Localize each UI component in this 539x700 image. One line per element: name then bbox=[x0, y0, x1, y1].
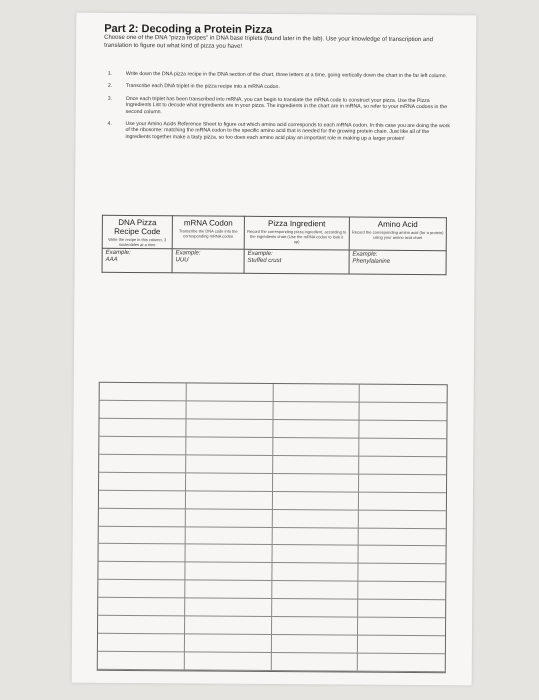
answer-cell[interactable] bbox=[359, 456, 446, 475]
step-number: 3. bbox=[107, 95, 113, 102]
answer-cell[interactable] bbox=[272, 563, 359, 582]
answer-cell[interactable] bbox=[272, 617, 359, 636]
example-label: Example: bbox=[175, 250, 201, 257]
answer-cell[interactable] bbox=[359, 564, 446, 583]
answer-cell[interactable] bbox=[99, 419, 186, 438]
answer-cell[interactable] bbox=[360, 385, 447, 404]
answer-cell[interactable] bbox=[271, 635, 358, 654]
answer-cell[interactable] bbox=[272, 527, 359, 546]
answer-cell[interactable] bbox=[273, 384, 360, 403]
example-cell bbox=[102, 248, 172, 272]
answer-cell[interactable] bbox=[359, 510, 446, 529]
answer-cell[interactable] bbox=[273, 456, 360, 475]
instruction-step bbox=[107, 121, 452, 143]
answer-cell[interactable] bbox=[98, 598, 185, 617]
answer-cell[interactable] bbox=[358, 636, 445, 655]
table-header-row bbox=[102, 215, 446, 250]
example-cell bbox=[244, 249, 349, 274]
answer-cell[interactable] bbox=[100, 383, 187, 402]
answer-cell[interactable] bbox=[98, 634, 185, 653]
step-number: 2. bbox=[107, 83, 113, 90]
answer-cell[interactable] bbox=[185, 617, 272, 636]
header-amino-acid bbox=[349, 217, 446, 251]
answer-cell[interactable] bbox=[186, 473, 273, 492]
header-title: Amino Acid bbox=[377, 219, 418, 230]
answer-cell[interactable] bbox=[271, 653, 358, 672]
answer-grid bbox=[97, 382, 448, 673]
answer-cell[interactable] bbox=[98, 562, 185, 581]
step-text: Write down the DNA pizza recipe in the DNA section of the chart, three letters at a time, going vertically down the chart in the far left column. bbox=[125, 70, 448, 80]
answer-cell[interactable] bbox=[359, 492, 446, 511]
answer-cell[interactable] bbox=[99, 526, 186, 545]
answer-cell[interactable] bbox=[359, 582, 446, 601]
answer-cell[interactable] bbox=[99, 455, 186, 474]
step-text: Transcribe each DNA triplet in the pizza recipe into a mRNA codon. bbox=[125, 83, 280, 91]
example-label: Example: bbox=[247, 250, 273, 257]
instruction-step bbox=[108, 83, 453, 92]
header-instruction: Record the corresponding pizza ingredient, according to the ingredients chart (Use the mRNA codon to look it up) bbox=[247, 228, 347, 245]
header-instruction: Record the corresponding amino acid (for a protein) using your amino acid chart bbox=[351, 229, 444, 241]
answer-cell[interactable] bbox=[98, 580, 185, 599]
answer-cell[interactable] bbox=[185, 581, 272, 600]
answer-cell[interactable] bbox=[273, 438, 360, 457]
instructions-list bbox=[107, 71, 453, 149]
header-title: Pizza Ingredient bbox=[268, 218, 326, 229]
page-title: Part 2: Decoding a Protein Pizza bbox=[104, 22, 273, 36]
answer-cell[interactable] bbox=[185, 652, 272, 671]
example-row bbox=[102, 248, 446, 274]
answer-cell[interactable] bbox=[99, 437, 186, 456]
answer-cell[interactable] bbox=[272, 581, 359, 600]
answer-cell[interactable] bbox=[272, 545, 359, 564]
answer-cell[interactable] bbox=[186, 437, 273, 456]
answer-cell[interactable] bbox=[360, 420, 447, 439]
header-instruction: Write the recipe in this column, 3 nucleotides at a time bbox=[108, 236, 167, 248]
header-dna bbox=[102, 215, 172, 248]
answer-cell[interactable] bbox=[185, 563, 272, 582]
answer-cell[interactable] bbox=[185, 545, 272, 564]
answer-cell[interactable] bbox=[358, 654, 445, 673]
answer-cell[interactable] bbox=[98, 616, 185, 635]
answer-cell[interactable] bbox=[99, 544, 186, 563]
step-number: 1. bbox=[107, 70, 113, 77]
answer-cell[interactable] bbox=[359, 546, 446, 565]
answer-cell[interactable] bbox=[272, 599, 359, 618]
example-value: AAA bbox=[105, 256, 118, 263]
step-text: Once each triplet has been transcribed into mRNA, you can begin to translate the mRNA code to construct your pizza. Use the Pizza Ingredients List to decode what ingredients are in your pizza. The ingredients in the chart are in mRNA, so refer to your mRNA codons in the second column. bbox=[125, 95, 448, 115]
answer-cell[interactable] bbox=[100, 401, 187, 420]
example-label: Example: bbox=[352, 251, 378, 258]
answer-cell[interactable] bbox=[99, 472, 186, 491]
intro-paragraph: Choose one of the DNA "pizza recipes" in DNA base triplets (found later in the lab). Use your knowledge of transcription and translation to figure out what kind of pizza you have! bbox=[104, 34, 433, 50]
answer-cell[interactable] bbox=[273, 420, 360, 439]
header-mrna bbox=[172, 216, 244, 250]
answer-cell[interactable] bbox=[185, 635, 272, 654]
answer-cell[interactable] bbox=[360, 403, 447, 422]
answer-cell[interactable] bbox=[358, 600, 445, 619]
example-value: UUU bbox=[175, 257, 189, 264]
example-cell bbox=[349, 250, 446, 275]
answer-cell[interactable] bbox=[186, 401, 273, 420]
header-instruction: Transcribe the DNA code into the corresponding mRNA codon bbox=[178, 228, 238, 239]
decoding-reference-table bbox=[102, 215, 447, 275]
worksheet-page bbox=[72, 13, 477, 686]
answer-cell[interactable] bbox=[359, 528, 446, 547]
step-number: 4. bbox=[107, 120, 112, 127]
example-label: Example: bbox=[105, 249, 131, 256]
answer-cell[interactable] bbox=[98, 652, 185, 671]
answer-cell[interactable] bbox=[186, 455, 273, 474]
answer-cell[interactable] bbox=[360, 438, 447, 457]
example-value: Stuffed crust bbox=[247, 257, 282, 265]
instruction-step bbox=[108, 96, 453, 118]
answer-cell[interactable] bbox=[186, 509, 273, 528]
answer-cell[interactable] bbox=[273, 474, 360, 493]
example-value: Phenylalanine bbox=[352, 258, 391, 265]
answer-cell[interactable] bbox=[272, 510, 359, 529]
step-text: Use your Amino Acids Reference Sheet to figure out which amino acid corresponds to each mRNA codon. In this case you are doing the work of the ribosome: matching the mRNA codon to the specific amino acid that is needed for the growing protein chain. Just like all of the ingredients together make a tasty pizza, so too does each amino acid play an important role in making up a larger protein! bbox=[125, 120, 450, 142]
header-ingredient bbox=[244, 216, 349, 250]
answer-cell[interactable] bbox=[186, 419, 273, 438]
answer-cell[interactable] bbox=[186, 491, 273, 510]
answer-cell[interactable] bbox=[359, 474, 446, 493]
answer-cell[interactable] bbox=[272, 492, 359, 511]
answer-cell[interactable] bbox=[358, 618, 445, 637]
answer-cell[interactable] bbox=[185, 527, 272, 546]
header-title: DNA Pizza Recipe Code bbox=[114, 217, 161, 237]
answer-cell[interactable] bbox=[99, 490, 186, 509]
answer-cell[interactable] bbox=[186, 383, 273, 402]
answer-cell[interactable] bbox=[273, 402, 360, 421]
example-cell bbox=[172, 249, 244, 274]
instruction-step bbox=[108, 71, 453, 80]
answer-cell[interactable] bbox=[99, 508, 186, 527]
header-title: mRNA Codon bbox=[183, 218, 233, 228]
answer-cell[interactable] bbox=[185, 599, 272, 618]
